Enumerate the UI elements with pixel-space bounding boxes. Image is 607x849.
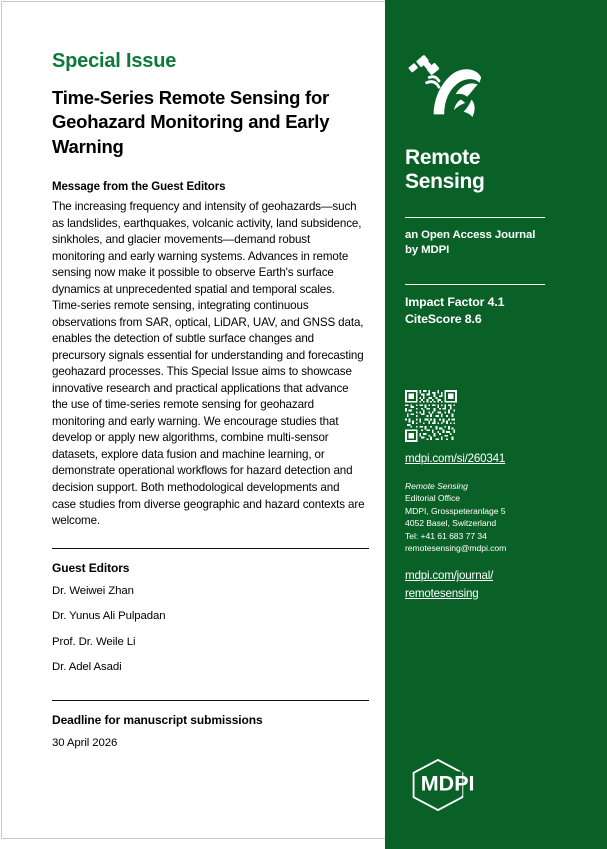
journal-title-line2: Sensing bbox=[405, 170, 485, 194]
qr-section bbox=[405, 390, 589, 467]
journal-url-line2: remotesensing bbox=[405, 587, 479, 601]
message-heading: Message from the Guest Editors bbox=[52, 181, 226, 194]
deadline-section bbox=[52, 700, 365, 749]
journal-title-line1: Remote bbox=[405, 146, 481, 169]
guest-editors-section bbox=[52, 548, 365, 674]
page-title: Time-Series Remote Sensing for Geohazard Monitoring and Early Warning bbox=[52, 87, 330, 157]
list-item: Dr. Adel Asadi bbox=[52, 661, 122, 674]
open-access-line1: an Open Access Journal bbox=[405, 228, 536, 241]
divider-deadline bbox=[52, 700, 369, 701]
impact-factor: Impact Factor 4.1 bbox=[405, 294, 505, 309]
office-line-3: 4052 Basel, Switzerland bbox=[405, 518, 497, 529]
deadline-date: 30 April 2026 bbox=[52, 736, 118, 749]
cite-score: CiteScore 8.6 bbox=[405, 311, 482, 326]
message-body: The increasing frequency and intensity of geohazards—such as landslides, earthquakes, volcanic activity, land subsidence, sinkholes, and glacier movements—demand robust monitoring and early warning systems. Advances in remote sensing now make it possible to observe Earth's surface dynamics at unprecedented spatial and temporal scales. Time-series remote sensing, integrating continuous observations from SAR, optical, LiDAR, UAV, and GNSS data, enables the detection of subtle surface changes and precursory signals essential for understanding and forecasting geohazard processes. This Special Issue aims to showcase innovative research and practical applications that advance the use of time-series remote sensing for geohazard monitoring and early warning. We encourage studies that develop or apply new algorithms, combine multi-sensor datasets, explore data fusion and machine learning, or demonstrate operational workflows for hazard detection and decision support. Both methodological developments and case studies from diverse geographic and hazard contexts are welcome. bbox=[52, 200, 365, 528]
journal-metrics bbox=[405, 294, 589, 328]
editorial-office-block bbox=[405, 480, 589, 554]
list-item: Prof. Dr. Weile Li bbox=[52, 635, 136, 648]
qr-code-icon[interactable] bbox=[405, 390, 457, 442]
open-access-line2: by MDPI bbox=[405, 243, 450, 256]
guest-editors-heading: Guest Editors bbox=[52, 560, 130, 575]
office-journal-name: Remote Sensing bbox=[405, 481, 468, 492]
journal-url-line1: mdpi.com/journal/ bbox=[405, 569, 494, 583]
open-access-note bbox=[405, 228, 589, 258]
office-line-1: Editorial Office bbox=[405, 493, 460, 504]
satellite-earth-icon bbox=[402, 44, 490, 132]
divider-open-access bbox=[405, 217, 545, 218]
office-email: remotesensing@mdpi.com bbox=[405, 542, 507, 553]
deadline-heading: Deadline for manuscript submissions bbox=[52, 712, 263, 727]
special-issue-url-link[interactable]: mdpi.com/si/260341 bbox=[405, 452, 506, 466]
office-phone: Tel: +41 61 683 77 34 bbox=[405, 530, 487, 541]
divider-guest-editors bbox=[52, 548, 369, 549]
list-item: Dr. Weiwei Zhan bbox=[52, 584, 134, 597]
journal-title bbox=[405, 146, 589, 195]
office-line-2: MDPI, Grosspeteranlage 5 bbox=[405, 505, 506, 516]
journal-sidebar bbox=[385, 0, 607, 849]
divider-metrics bbox=[405, 284, 545, 285]
list-item: Dr. Yunus Ali Pulpadan bbox=[52, 610, 166, 623]
mdpi-wordmark: MDPI bbox=[420, 771, 475, 796]
left-content-column bbox=[2, 2, 385, 838]
mdpi-publisher-logo bbox=[405, 757, 491, 813]
special-issue-label: Special Issue bbox=[52, 50, 177, 72]
journal-url-link[interactable] bbox=[405, 567, 493, 603]
